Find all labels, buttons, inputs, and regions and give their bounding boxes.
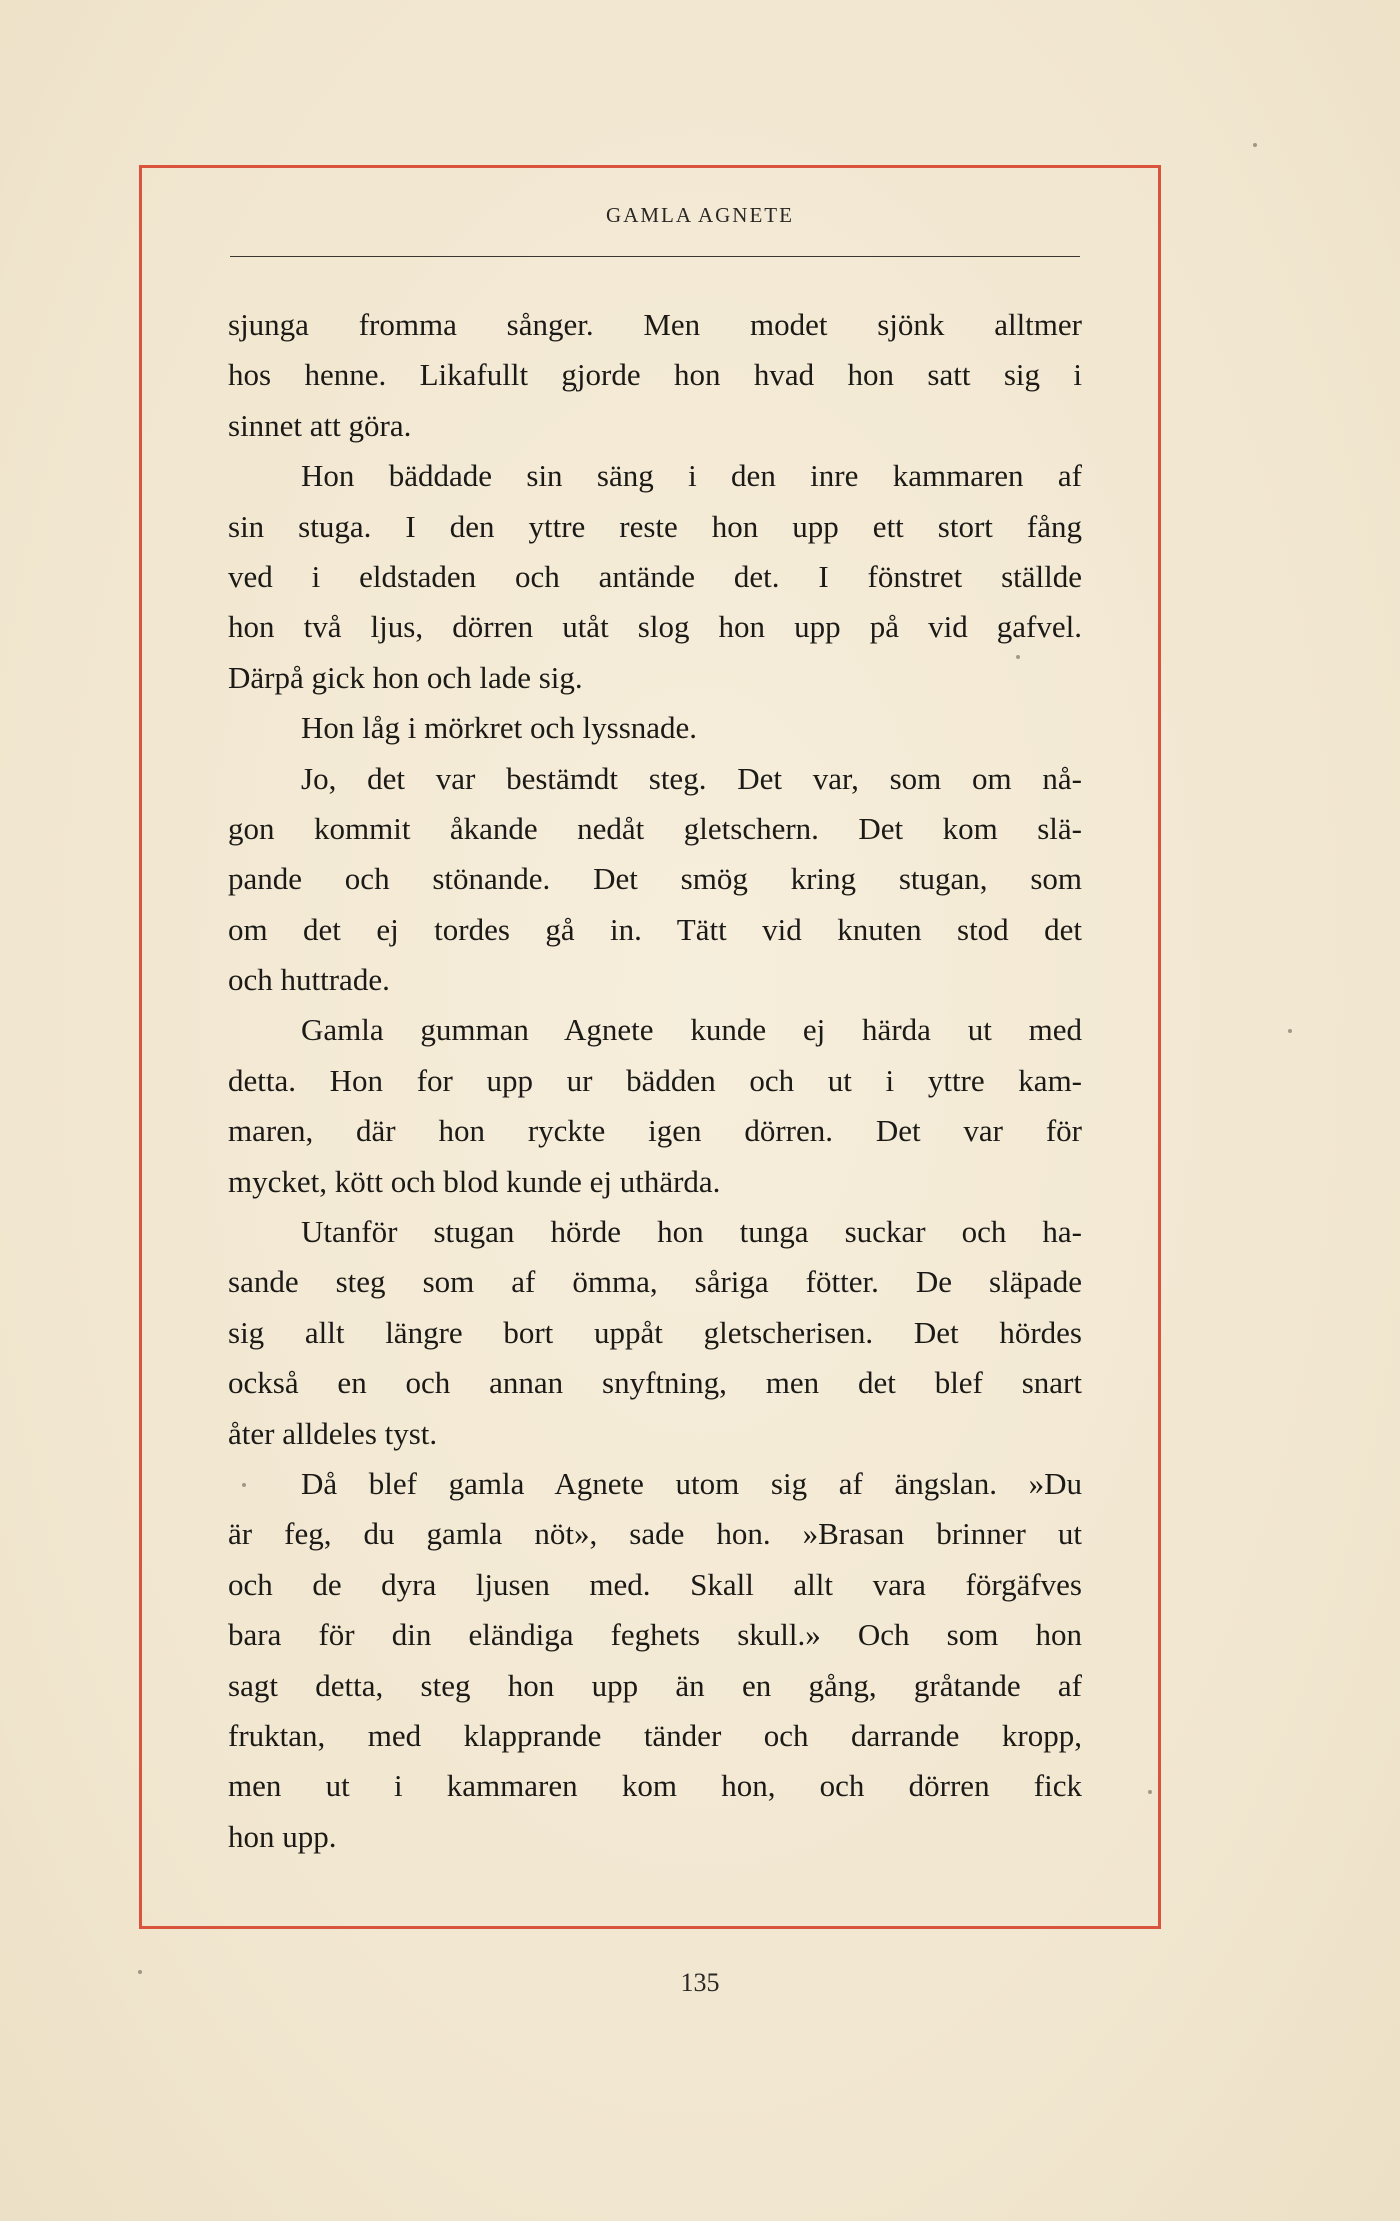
header-rule	[230, 256, 1080, 257]
body-text	[228, 300, 1082, 1862]
text-line: hos henne. Likafullt gjorde hon hvad hon satt sig i	[228, 357, 1082, 393]
text-line: Gamla gumman Agnete kunde ej härda ut med	[301, 1012, 1082, 1048]
text-line: gon kommit åkande nedåt gletschern. Det kom slä-	[228, 810, 1082, 846]
text-line: Utanför stugan hörde hon tunga suckar och ha-	[301, 1214, 1082, 1250]
text-line: Jo, det var bestämdt steg. Det var, som om nå-	[301, 760, 1082, 796]
text-line: sin stuga. I den yttre reste hon upp ett stort fång	[228, 508, 1082, 544]
text-line: sig allt längre bort uppåt gletscherisen. Det hördes	[228, 1314, 1082, 1350]
text-line: Hon bäddade sin säng i den inre kammaren af	[301, 458, 1082, 494]
text-line: och huttrade.	[228, 962, 390, 998]
text-line: åter alldeles tyst.	[228, 1415, 438, 1451]
paper-speck	[1016, 655, 1020, 659]
text-line: om det ej tordes gå in. Tätt vid knuten stod det	[228, 911, 1082, 947]
paper-speck	[138, 1970, 142, 1974]
text-line: sagt detta, steg hon upp än en gång, gråtande af	[228, 1667, 1082, 1703]
text-line: fruktan, med klapprande tänder och darrande kropp,	[228, 1717, 1082, 1753]
text-line: bara för din eländiga feghets skull.» Och som hon	[228, 1617, 1082, 1653]
running-head: GAMLA AGNETE	[606, 203, 794, 227]
text-line: mycket, kött och blod kunde ej uthärda.	[228, 1163, 721, 1199]
text-line: Hon låg i mörkret och lyssnade.	[301, 710, 698, 746]
text-line: sande steg som af ömma, såriga fötter. De släpade	[228, 1264, 1082, 1300]
paper-speck	[1288, 1029, 1292, 1033]
text-line: hon upp.	[228, 1818, 337, 1854]
text-line: sinnet att göra.	[228, 407, 412, 443]
text-line: är feg, du gamla nöt», sade hon. »Brasan brinner ut	[228, 1516, 1082, 1552]
text-line: Då blef gamla Agnete utom sig af ängslan. »Du	[301, 1465, 1082, 1501]
paper-speck	[1253, 143, 1257, 147]
text-line: hon två ljus, dörren utåt slog hon upp på vid gafvel.	[228, 609, 1082, 645]
text-line: och de dyra ljusen med. Skall allt vara förgäfves	[228, 1566, 1082, 1602]
text-line: ved i eldstaden och antände det. I fönstret ställde	[228, 558, 1082, 594]
text-line: detta. Hon for upp ur bädden och ut i yttre kam-	[228, 1062, 1082, 1098]
text-line: Därpå gick hon och lade sig.	[228, 659, 583, 695]
text-line: maren, där hon ryckte igen dörren. Det var för	[228, 1113, 1082, 1149]
paper-speck	[1148, 1790, 1152, 1794]
text-line: pande och stönande. Det smög kring stugan, som	[228, 861, 1082, 897]
text-line: sjunga fromma sånger. Men modet sjönk alltmer	[228, 307, 1082, 342]
paper-speck	[242, 1483, 246, 1487]
text-line: också en och annan snyftning, men det blef snart	[228, 1365, 1082, 1401]
page-number: 135	[680, 1968, 720, 1997]
text-line: men ut i kammaren kom hon, och dörren fick	[228, 1768, 1082, 1804]
